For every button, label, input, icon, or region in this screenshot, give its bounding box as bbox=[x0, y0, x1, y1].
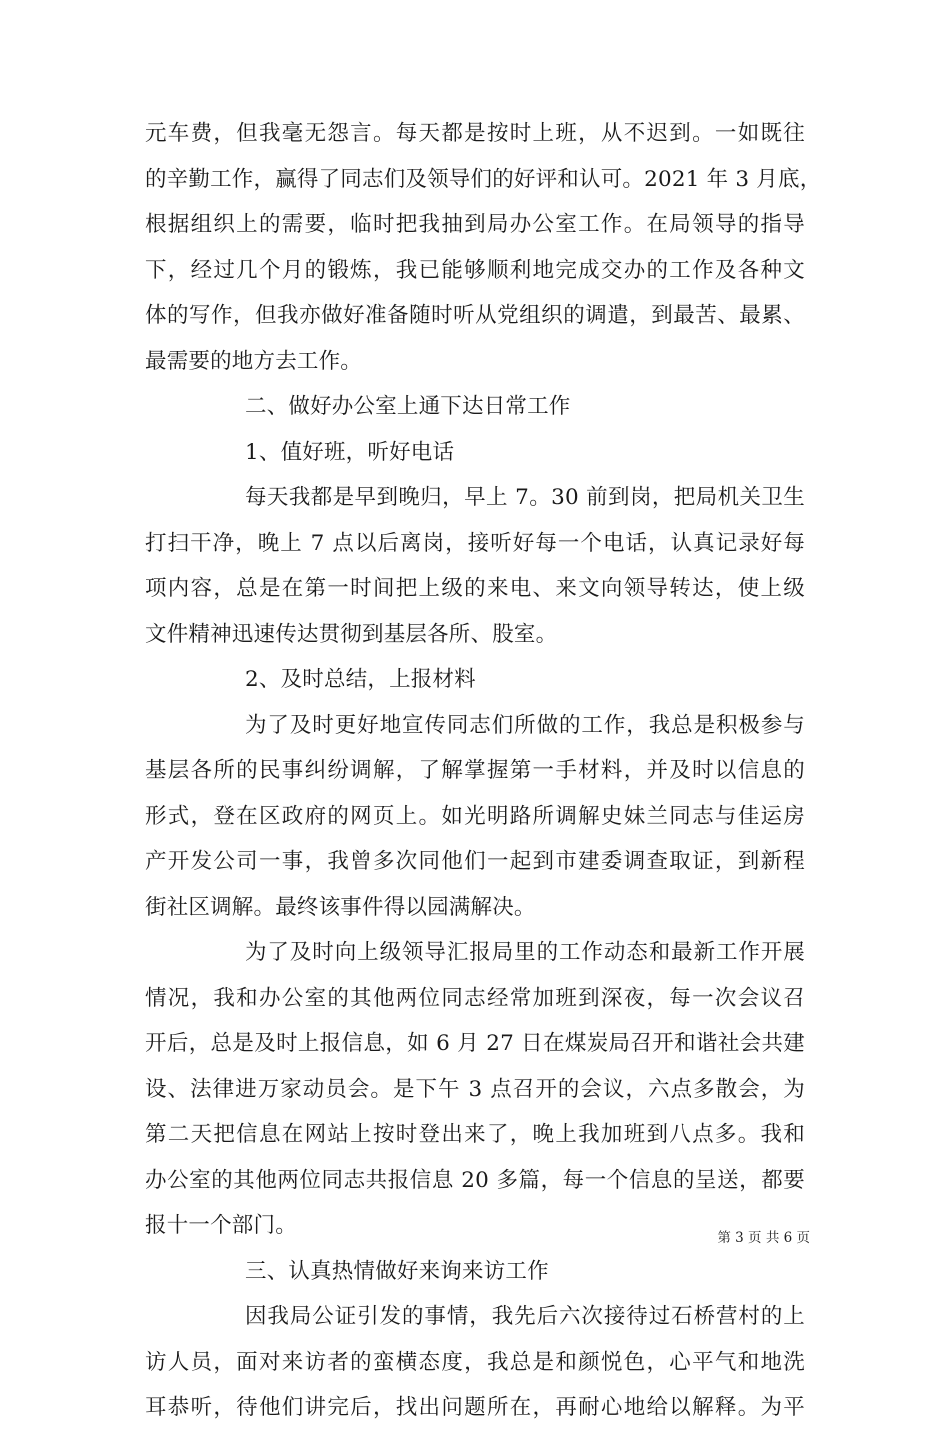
text-line: 的辛勤工作，赢得了同志们及领导们的好评和认可。2021 年 3 月底， bbox=[145, 166, 822, 192]
text-line: 每天我都是早到晚归，早上 7。30 前到岗，把局机关卫生 bbox=[245, 485, 805, 510]
text-line: 报十一个部门。 bbox=[145, 1213, 297, 1238]
text-line: 设、法律进万家动员会。是下午 3 点召开的会议，六点多散会，为 bbox=[145, 1076, 805, 1102]
text-line: 产开发公司一事，我曾多次同他们一起到市建委调查取证，到新程 bbox=[145, 849, 805, 874]
text-line: 根据组织上的需要，临时把我抽到局办公室工作。在局领导的指导 bbox=[145, 212, 805, 237]
text-line: 打扫干净，晚上 7 点以后离岗，接听好每一个电话，认真记录好每 bbox=[145, 530, 805, 556]
section-heading: 二、做好办公室上通下达日常工作 bbox=[245, 394, 571, 419]
text-line: 耳恭听，待他们讲完后，找出问题所在，再耐心地给以解释。为平 bbox=[145, 1395, 805, 1420]
text-line: 街社区调解。最终该事件得以园满解决。 bbox=[145, 894, 536, 920]
text-line: 为了及时更好地宣传同志们所做的工作，我总是积极参与 bbox=[245, 712, 805, 738]
text-line: 开后，总是及时上报信息，如 6 月 27 日在煤炭局召开和谐社会共建 bbox=[145, 1031, 805, 1056]
text-line: 形式，登在区政府的网页上。如光明路所调解史妹兰同志与佳运房 bbox=[145, 803, 805, 829]
section-heading: 1、值好班，听好电话 bbox=[245, 439, 455, 465]
text-line: 因我局公证引发的事情，我先后六次接待过石桥营村的上 bbox=[245, 1304, 805, 1329]
section-heading: 三、认真热情做好来询来访工作 bbox=[245, 1258, 549, 1284]
text-line: 情况，我和办公室的其他两位同志经常加班到深夜，每一次会议召 bbox=[145, 985, 805, 1011]
text-line: 体的写作，但我亦做好准备随时听从党组织的调遣，到最苦、最累、 bbox=[145, 303, 805, 328]
text-line: 为了及时向上级领导汇报局里的工作动态和最新工作开展 bbox=[245, 940, 805, 965]
text-line: 元车费，但我毫无怨言。每天都是按时上班，从不迟到。一如既往 bbox=[145, 121, 805, 146]
text-line: 办公室的其他两位同志共报信息 20 多篇，每一个信息的呈送，都要 bbox=[145, 1167, 805, 1193]
text-line: 最需要的地方去工作。 bbox=[145, 348, 363, 374]
text-line: 访人员，面对来访者的蛮横态度，我总是和颜悦色，心平气和地洗 bbox=[145, 1349, 805, 1375]
section-heading: 2、及时总结，上报材料 bbox=[245, 667, 476, 692]
text-line: 第二天把信息在网站上按时登出来了，晚上我加班到八点多。我和 bbox=[145, 1122, 805, 1147]
text-line: 下，经过几个月的锻炼，我已能够顺利地完成交办的工作及各种文 bbox=[145, 257, 805, 283]
text-line: 基层各所的民事纠纷调解，了解掌握第一手材料，并及时以信息的 bbox=[145, 758, 805, 783]
text-line: 文件精神迅速传达贯彻到基层各所、股室。 bbox=[145, 621, 558, 647]
text-line: 项内容，总是在第一时间把上级的来电、来文向领导转达，使上级 bbox=[145, 576, 805, 601]
page-number: 第 3 页 共 6 页 bbox=[717, 1230, 810, 1246]
